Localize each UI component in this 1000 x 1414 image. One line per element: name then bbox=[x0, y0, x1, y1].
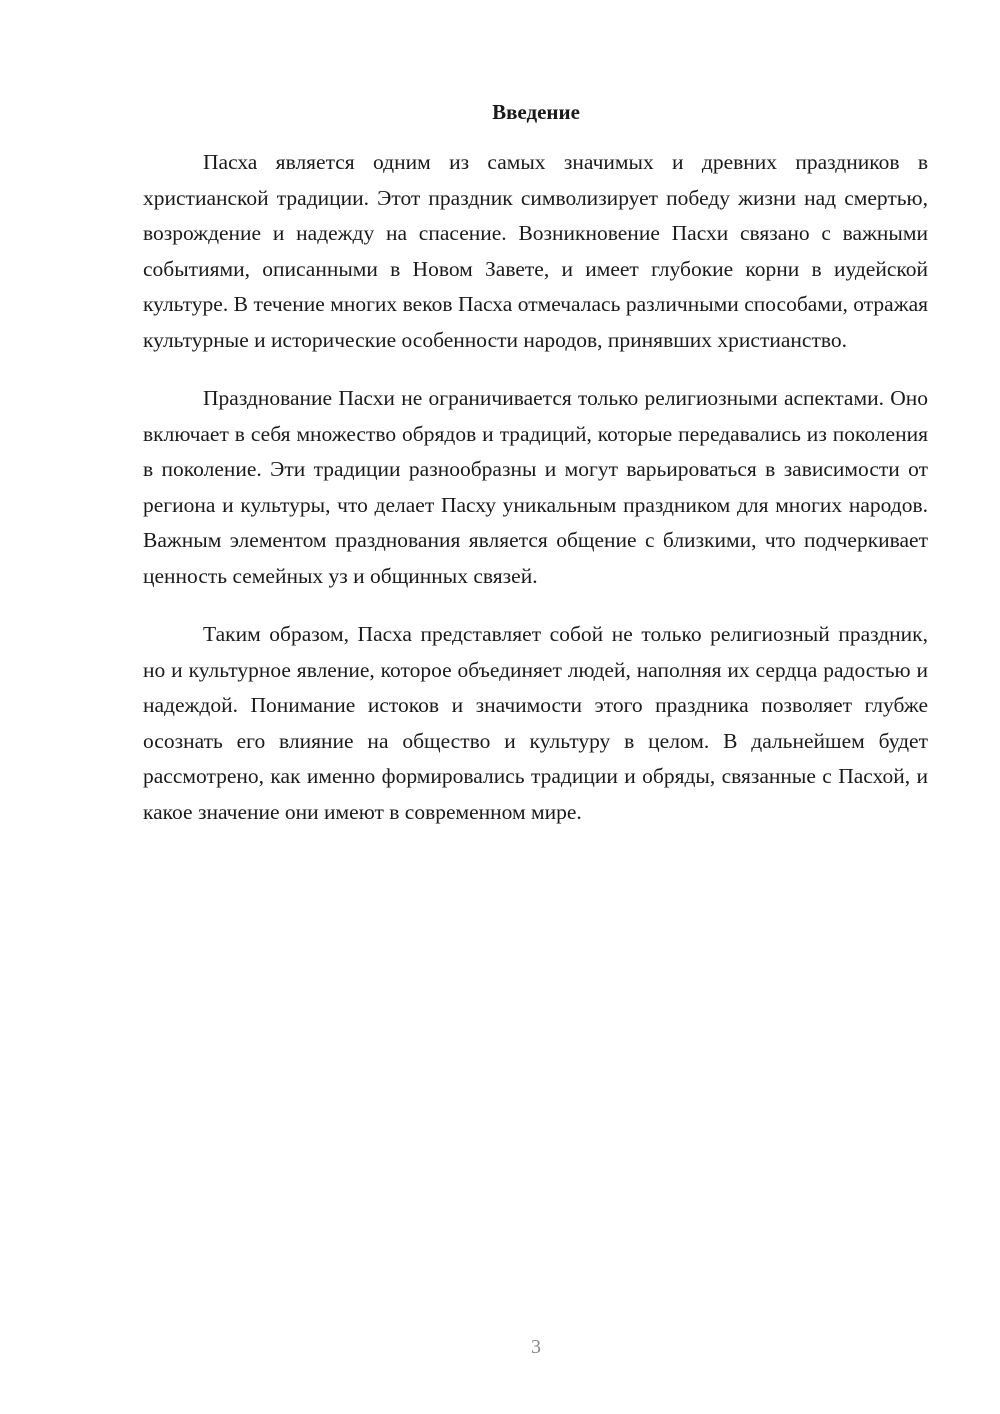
section-title: Введение bbox=[492, 100, 580, 124]
paragraph-1: Пасха является одним из самых значимых и древних праздников в христианской традиции. Этот праздник символизирует победу жизни над смертью, возрождение и надежду на спасение. Возникновение Пасхи связано с важными событиями, описанными в Новом Завете, и имеет глубокие корни в иудейской культуре. В течение многих веков Пасха отмечалась различными способами, отражая культурные и исторические особенности народов, принявших христианство. bbox=[143, 150, 928, 352]
page-number: 3 bbox=[531, 1336, 541, 1358]
paragraph-2: Празднование Пасхи не ограничивается только религиозными аспектами. Оно включает в себя множество обрядов и традиций, которые передавались из поколения в поколение. Эти традиции разнообразны и могут варьироваться в зависимости от региона и культуры, что делает Пасху уникальным праздником для многих народов. Важным элементом празднования является общение с близкими, что подчеркивает ценность семейных уз и общинных связей. bbox=[143, 386, 928, 588]
paragraph-3: Таким образом, Пасха представляет собой не только религиозный праздник, но и культурное явление, которое объединяет людей, наполняя их сердца радостью и надеждой. Понимание истоков и значимости этого праздника позволяет глубже осознать его влияние на общество и культуру в целом. В дальнейшем будет рассмотрено, как именно формировались традиции и обряды, связанные с Пасхой, и какое значение они имеют в современном мире. bbox=[143, 622, 928, 824]
body-text bbox=[143, 145, 928, 853]
